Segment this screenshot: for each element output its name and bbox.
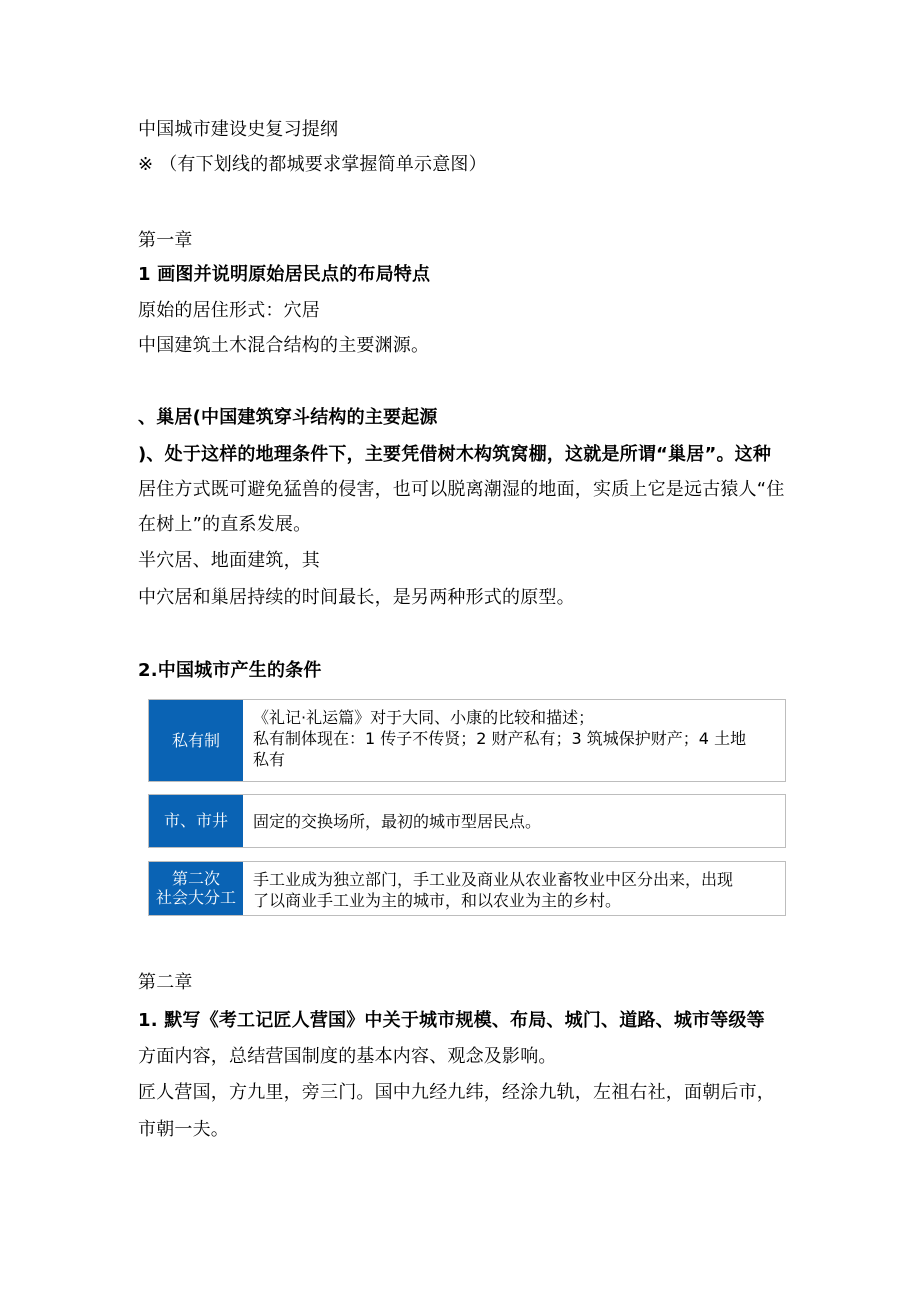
table-label-social-division: [149, 862, 243, 915]
chapter1-paragraph-4b: 居住方式既可避免猛兽的侵害，也可以脱离潮湿的地面，实质上它是远古猿人“住: [138, 479, 785, 500]
chapter2-question1b: 方面内容，总结营国制度的基本内容、观念及影响。: [138, 1046, 557, 1067]
table-content-market: 固定的交换场所，最初的城市型居民点。: [253, 811, 542, 831]
table-content-social-division-line1: 手工业成为独立部门，手工业及商业从农业畜牧业中区分出来，出现: [253, 870, 734, 889]
table-label-market: 市、市井: [149, 795, 243, 847]
table-label-private-ownership: 私有制: [149, 700, 243, 781]
table-label-social-division-stack: [156, 870, 236, 907]
conditions-table-row-social-division: [148, 861, 786, 916]
table-content-private-ownership-line3: 私有: [253, 750, 286, 769]
table-content-private-ownership: [243, 700, 785, 781]
chapter1-paragraph-5: 半穴居、地面建筑，其: [138, 550, 320, 571]
table-content-private-ownership-line2: 私有制体现在：1 传子不传贤；2 财产私有；3 筑城保护财产；4 土地: [253, 729, 747, 748]
chapter2-paragraph-1a: 匠人营国，方九里，旁三门。国中九经九纬，经涂九轨，左祖右社，面朝后市，: [138, 1082, 775, 1103]
chapter1-paragraph-3: 、巢居(中国建筑穿斗结构的主要起源: [138, 407, 438, 428]
document-note: ※ （有下划线的都城要求掌握简单示意图）: [138, 154, 487, 175]
chapter1-paragraph-2: 中国建筑土木混合结构的主要渊源。: [138, 335, 430, 356]
chapter2-question1a: 1. 默写《考工记匠人营国》中关于城市规模、布局、城门、道路、城市等级等: [138, 1010, 765, 1031]
chapter1-question1: 1 画图并说明原始居民点的布局特点: [138, 264, 431, 285]
chapter1-paragraph-4a: )、处于这样的地理条件下，主要凭借树木构筑窝棚，这就是所谓“巢居”。这种: [138, 444, 772, 465]
document-title: 中国城市建设史复习提纲: [138, 119, 339, 140]
table-content-private-ownership-line1: 《礼记·礼运篇》对于大同、小康的比较和描述；: [253, 708, 595, 727]
table-label-social-division-line1: 第二次: [171, 869, 220, 888]
chapter1-paragraph-6: 中穴居和巢居持续的时间最长，是另两种形式的原型。: [138, 587, 575, 608]
table-content-social-division: [243, 862, 785, 915]
chapter1-paragraph-4c: 在树上”的直系发展。: [138, 514, 312, 535]
chapter1-heading: 第一章: [138, 230, 193, 251]
table-content-social-division-line2: 了以商业手工业为主的城市，和以农业为主的乡村。: [253, 891, 622, 910]
conditions-table-row-market: [148, 794, 786, 848]
chapter1-question2: 2.中国城市产生的条件: [138, 660, 322, 681]
chapter1-paragraph-1: 原始的居住形式：穴居: [138, 300, 320, 321]
chapter2-paragraph-1b: 市朝一夫。: [138, 1119, 229, 1140]
conditions-table-row-private-ownership: [148, 699, 786, 782]
chapter2-heading: 第二章: [138, 972, 193, 993]
table-label-social-division-line2: 社会大分工: [155, 888, 236, 907]
